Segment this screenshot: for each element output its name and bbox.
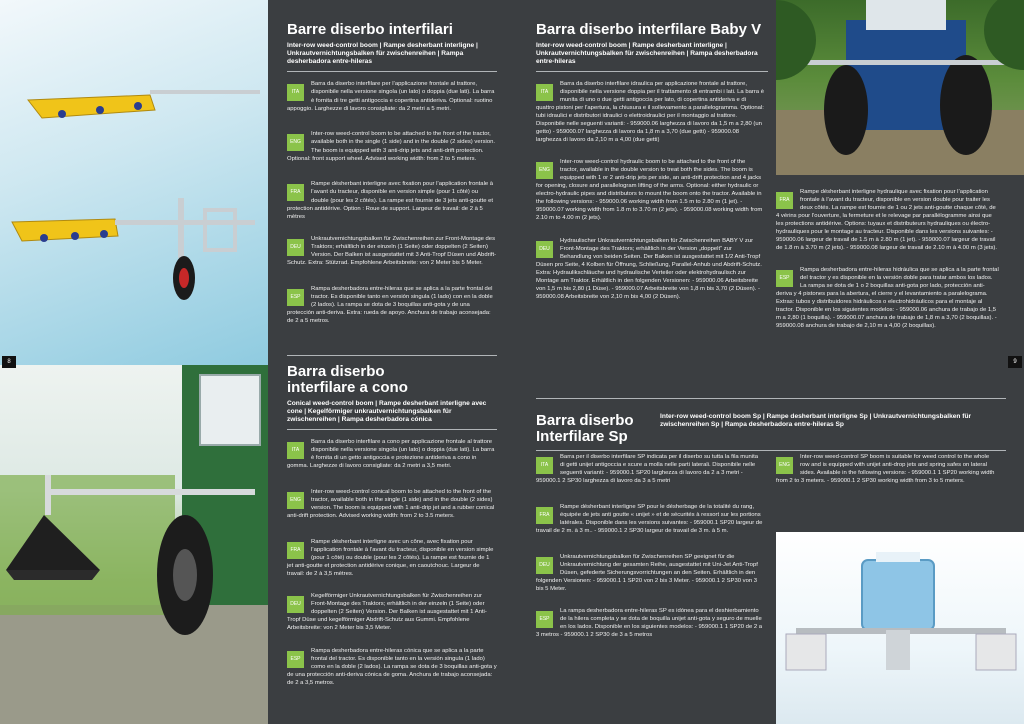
text-block-ita	[287, 438, 497, 474]
divider	[287, 355, 497, 356]
paragraph: Rampe désherbant interligne hydraulique avec fixation pour l’application frontale à l’avant du tracteur, disponible en version double pour traiter les deux côtés. La rampe est fournie de 1 ou 2 jets anti-goutte chaque côté, de 4 vérins pour l’ouverture, la fermeture et le relevage par parallélogramme ainsi que les protections antidérive. Options: tuyaux et distributeurs hydrauliques ou électro-hydrauliques pour le montage au tracteur. Disponible dans les versions suivantes: - 959000.06 largeur de travail de 1.5 m à 2.80 m (1 jet). - 959000.07 largeur de travail de 1.8 m à 3.70 m (2 jets). - 959000.08 largeur de travail de 2.10 m à 4.00 m (3 jets).	[776, 189, 998, 252]
text-block-ita	[536, 80, 764, 144]
paragraph: Rampa desherbadora entre-hileras cónica que se aplica a la parte frontal del tractor. Es disponible tanto en la versión singula (1 lado) como en la doble (2 lados). La rampa se dota de 3 boquillas anti-gota y de una protección anti-deriva cónica de goma. Anchura de trabajo aconsejada: de 2 a 3,5 metros.	[287, 647, 497, 686]
language-badge: FRA	[287, 184, 304, 201]
text-block-esp	[287, 647, 497, 687]
title-line-1: Barra diserbo	[287, 363, 385, 380]
paragraph: Inter-row weed-control hydraulic boom to be attached to the front of the tractor, available in the double version to treat both the sides. The boom is equipped with 1 or 2 anti-drip jets per side, an anti-drift protection and 4 jacks for opening, closure and parallelogram lifting of the arms. Optional: either hydraulic or electro-hydraulic pipes and distributors to mount the boom onto the tractor. Available in the following versions: - 959000.06 working width from 1.5 m to 2.80 m (1 jet). - 959000.07 working width from 1.8 m to 3.70 m (2 jets). - 959000.08 working width from 2.10 m to 4.00 m (2 jets).	[536, 159, 763, 222]
text-block-ita	[287, 80, 497, 116]
text-block-ita	[536, 453, 764, 489]
language-badge: ITA	[287, 442, 304, 459]
section-sp-right	[776, 453, 1000, 503]
divider	[287, 71, 497, 72]
section-subtitle: Inter-row weed-control boom | Rampe desherbant interligne | Unkrautvernichtungsbalken für zwischenreihen | Rampa desherbadora entre-hileras	[287, 41, 478, 66]
text-block-eng	[536, 158, 764, 222]
paragraph: La rampa desherbadora entre-hileras SP es idónea para el deshierbamiento de la hilera completa y se dota de boquilla unijet anti-gota y seguro de muelle en los lados. Disponible en los siguientes modelos: - 959000.1 1 SP20 de 2 a 3 metros - 959000.1 2 SP30 de 3 a 5 metros	[536, 608, 763, 639]
paragraph: Barra da diserbo interfilare per l’applicazione frontale al trattore, disponibile nella versione singola (un lato) o doppia (due lati). La barra è fornita di tre getti antigoccia e copertina antideriva. Optional: ruotino appoggio. Larghezze di lavoro consigliate: da 2 metri a 5 metri.	[287, 81, 495, 112]
baby-v-illustration	[776, 0, 1024, 175]
divider	[536, 71, 768, 72]
text-block-fra	[776, 188, 1000, 252]
page-number-left: 8	[2, 356, 16, 368]
language-badge: ITA	[287, 84, 304, 101]
language-badge: FRA	[536, 507, 553, 524]
text-block-fra	[287, 538, 497, 578]
language-badge: DEU	[287, 596, 304, 613]
title-line-1: Barra diserbo	[536, 412, 634, 429]
paragraph: Barra per il diserbo interfilare SP indicata per il diserbo su tutta la fila munita di getti unijet antigoccia e scure a molla nelle parti laterali. Disponibile nelle seguenti varianti: - 959000.1 SP20 larghezza di lavoro da 2 a 3 metri - 959000.1 2 SP30 larghezza di lavoro da 3 a 5 metri	[536, 454, 758, 485]
sp-header-row	[536, 413, 1006, 445]
section-title: Barra diserbo interfilare Baby V	[536, 21, 762, 38]
conical-boom-illustration	[0, 365, 268, 724]
language-badge: ESP	[287, 651, 304, 668]
paragraph: Rampa desherbadora entre-hileras hidráulica que se aplica a la parte frontal del tractor y es disponible en la versión doble para tratar ambos los lados. La rampa se dota de 1 o 2 boquillas anti-gota por lado, protección anti-deriva y 4 pistones para la abertura, el cierre y el levantamiento a paralelograma. Extras: tubos y distribuidores hidráulicos o electrohidráulicos para el montaje al tractor. Disponible en los siguientes modelos: - 959000.06 anchura de trabajo de 1,5 m a 2,80 (1 boquilla). - 959000.07 anchura de trabajo de 1,8 m a 3,70 (2 boquillas). - 959000.08 anchura de trabajo de 2,10 m a 4,00 (2 boquillas).	[776, 267, 999, 330]
divider	[536, 450, 1006, 451]
paragraph: Barra da diserbo interfilare a cono per applicazione frontale al trattore disponibile nella versione singola (un lato) o doppia (due lati). La barra è fornita di un getto antigoccia e protezione antideriva a cono in gomma. Larghezze di lavoro consigliate: da 2 metri a 3,5 metri.	[287, 439, 495, 470]
divider	[287, 429, 497, 430]
text-block-deu	[536, 237, 764, 301]
paragraph: Rampe désherbant interligne SP pour le désherbage de la totalité du rang, équipée de jets anti goutte « unijet » et de sécurités à ressort sur les portions latérales. Disponible dans les versions suivantes: - 959000.1 SP20 largeur de travail de 2 m. à 3 m.. - 959000.1 2 SP30 largeur de travail de 3 m. à 5 m.	[536, 504, 763, 535]
text-block-fra	[536, 503, 764, 539]
section-interrow-boom	[287, 22, 497, 339]
section-baby-v-right	[776, 188, 1000, 345]
language-badge: ENG	[287, 492, 304, 509]
section-subtitle: Inter-row weed-control boom Sp | Rampe desherbant interligne Sp | Unkrautvernichtungsbalken für zwischenreihen Sp | Rampa desherbadora entre-hileras Sp	[660, 413, 972, 429]
paragraph: Rampa desherbadora entre-hileras que se aplica a la parte frontal del tractor. Es disponible tanto en versión singula (1 lado) con en la doble (2 lados). La rampa se dota de 3 boquillas anti-gota y de una protección anti-deriva. Extra: rueda de apoyo. Anchura de trabajo aconsejada: de 2 a 5 metros.	[287, 285, 493, 324]
photo-sp-boom	[776, 532, 1024, 724]
text-block-esp	[287, 285, 497, 325]
language-badge: DEU	[536, 241, 553, 258]
sp-boom-illustration	[776, 532, 1024, 724]
section-sp-header	[536, 398, 1006, 459]
photo-conical-boom	[0, 365, 268, 724]
language-badge: DEU	[287, 239, 304, 256]
text-block-deu	[287, 592, 497, 632]
paragraph: Inter-row weed-control boom to be attached to the front of the tractor, available both in the single (1 side) and in the double (2 sides) version. The boom is equipped with 3 anti-drip jets and anti-drift protection. Optional: front support wheel. Advised working width: from 2 to 5 meters.	[287, 131, 496, 162]
section-subtitle: Conical weed-control boom | Rampe desherbant interligne avec cone | Kegelförmiger unkrautvernichtungsbalken für zwischenreihen | Rampa desherbadora cónica	[287, 399, 487, 423]
paragraph: Unkrautvernichtungsbalken für Zwischenreihen zur Front-Montage des Traktors; erhältlich in der einzeln (1 Seite) oder doppelten (2 Seiten) Version. Der Balken ist ausgestattet mit 3 Anti-Tropf Düsen und Abdrift- Schutz. Extra: Stützrad. Empfohlene Arbeitsbreite: von 2 Meter bis 5 Meter.	[287, 235, 497, 266]
section-sp-left	[536, 453, 764, 657]
photo-interrow-boom	[0, 0, 268, 365]
language-badge: DEU	[536, 557, 553, 574]
text-block-deu	[536, 553, 764, 593]
language-badge: FRA	[776, 192, 793, 209]
photo-baby-v-tractor	[776, 0, 1024, 175]
section-baby-v-header	[536, 22, 768, 80]
text-block-eng	[776, 453, 1000, 489]
paragraph: Barra da diserbo interfilare idraulica per applicazione frontale al trattore, disponibile nella versione doppia per il trattamento di entrambi i lati. La barra è munita di uno o due getti antigoccia per lato, di copertina antideriva e di quattro pistoni per l’apertura, la chiusura e il sollevamento a parallelogramma. Optional: tubi idraulici e distributori idraulici o elettroidraulici per il montaggio al trattore. Disponibile nelle seguenti varianti: - 959000.06 larghezza di lavoro da 1,5 m a 2,80 (un getto) - 959000.07 larghezza di lavoro da 1,8 m a 3,70 (due getti) - 959000.08 larghezza di lavoro da 2,10 m a 4,00 (due getti)	[536, 81, 764, 144]
language-badge: ESP	[776, 270, 793, 287]
paragraph: Rampe désherbant interligne avec fixation pour l’application frontale à l’avant du tracteur, disponible en version simple (pour 1 côté) ou double (pour les 2 côtés). La rampe est fournie de 3 jets anti-goutte et protection antidérive. Option : Roue de support. Largeur de travail: de 2 à 5 mètres	[287, 181, 494, 220]
text-block-fra	[287, 180, 497, 220]
section-title	[536, 413, 660, 445]
language-badge: FRA	[287, 542, 304, 559]
language-badge: ITA	[536, 457, 553, 474]
paragraph: Unkrautvernichtungsbalken für Zwischenreihen SP geeignet für die Unkrautvernichtung der gesamten Reihe, ausgestattet mit Uni-Jet Anti-Tropf Düsen, gefederte Sicherungsvorrichtungen an den Seiten. Erhältlich in den folgenden Versionen: - 959000.1 1 SP20 von 2 bis 3 Meter. - 959000.1 2 SP30 von 3 bis 5 Meter.	[536, 554, 758, 593]
title-line-2: interfilare a cono	[287, 378, 408, 396]
paragraph: Inter-row weed-control SP boom is suitable for weed control to the whole row and is equipped with unijet anti-drop jets and spring safes on lateral sides. Available in the following versions: - 959000.1 1 SP20 working width from 2 to 3 meters. - 959000.1 2 SP30 working width from 3 to 5 meters.	[776, 454, 995, 485]
section-baby-v-left	[536, 80, 764, 315]
paragraph: Hydraulischer Unkrautvernichtungsbalken für Zwischenreihen BABY V zur Front-Montage des Traktors; erhältlich in der Version „doppelt“ zur Behandlung von beiden Seiten. Der Balken ist ausgestattet mit 1/2 Anti-Tropf Düsen pro Seite, 4 Kolben für Öffnung, Schließung, Parallel-Anhub und Abdrift-Schutz. Extra: Hydraulikschläuche und hydraulische Verteiler oder elektrohydraulisch zur Montage am Traktor. Erhältlich in den folgenden Versionen: - 959000.06 Arbeitsbreite von 1,5 m bis 2,80 (1 Düse). - 959000.07 Arbeitsbreite von 1,8 m bis 3,70 (2 Düsen). - 959000.08 Arbeitsbreite von 2,10 m bis 4,00 (2 Düsen).	[536, 237, 762, 300]
paragraph: Inter-row weed-control conical boom to be attached to the front of the tractor, available both in the single (1 side) and in the double (2 sides) version. The boom is equipped with 1 anti-drip jet and a rubber conical anti-drift protection. Advised working width: from 2 to 3.5 meters.	[287, 489, 495, 520]
language-badge: ENG	[536, 162, 553, 179]
language-badge: ENG	[287, 134, 304, 151]
divider	[536, 398, 1006, 399]
language-badge: ESP	[287, 289, 304, 306]
section-subtitle: Inter-row weed-control boom | Rampe desherbant interligne | Unkrautvernichtungsbalken für zwischenreihen | Rampa desherbadora entre-hileras	[536, 41, 758, 66]
title-line-2: Interfilare Sp	[536, 427, 628, 445]
interrow-boom-illustration	[0, 0, 268, 365]
section-title	[287, 364, 497, 396]
text-block-deu	[287, 235, 497, 271]
page-number-right: 9	[1008, 356, 1022, 368]
section-title: Barre diserbo interfilari	[287, 21, 453, 38]
text-block-esp	[776, 266, 1000, 330]
language-badge: ITA	[536, 84, 553, 101]
language-badge: ESP	[536, 611, 553, 628]
text-block-eng	[287, 488, 497, 524]
paragraph: Kegelförmiger Unkrautvernichtungsbalken für Zwischenreihen zur Front-Montage des Traktors; erhältlich in der einzeln (1 Seite) oder doppelten (2 Seiten) Version. Der Balken ist ausgestattet mit 1 Anti-Tropf Düse und kegelförmiger Abdrift-Schutz aus Gummi. Empfohlene Arbeitsbreite: von 2 Meter bis 3,5 Meter.	[287, 593, 487, 632]
section-conical-boom	[287, 355, 497, 701]
language-badge: ENG	[776, 457, 793, 474]
paragraph: Rampe désherbant interligne avec un cône, avec fixation pour l’application frontale à l’avant du tracteur, disponible en version simple (pour 1 côté) ou double (pour les 2 côtés). La rampe est fournie de 1 jet anti-goutte et protection antidérive conique, en caoutchouc. Largeur de travail: de 2 à 3,5 mètres.	[287, 539, 494, 578]
text-block-esp	[536, 607, 764, 643]
text-block-eng	[287, 130, 497, 166]
